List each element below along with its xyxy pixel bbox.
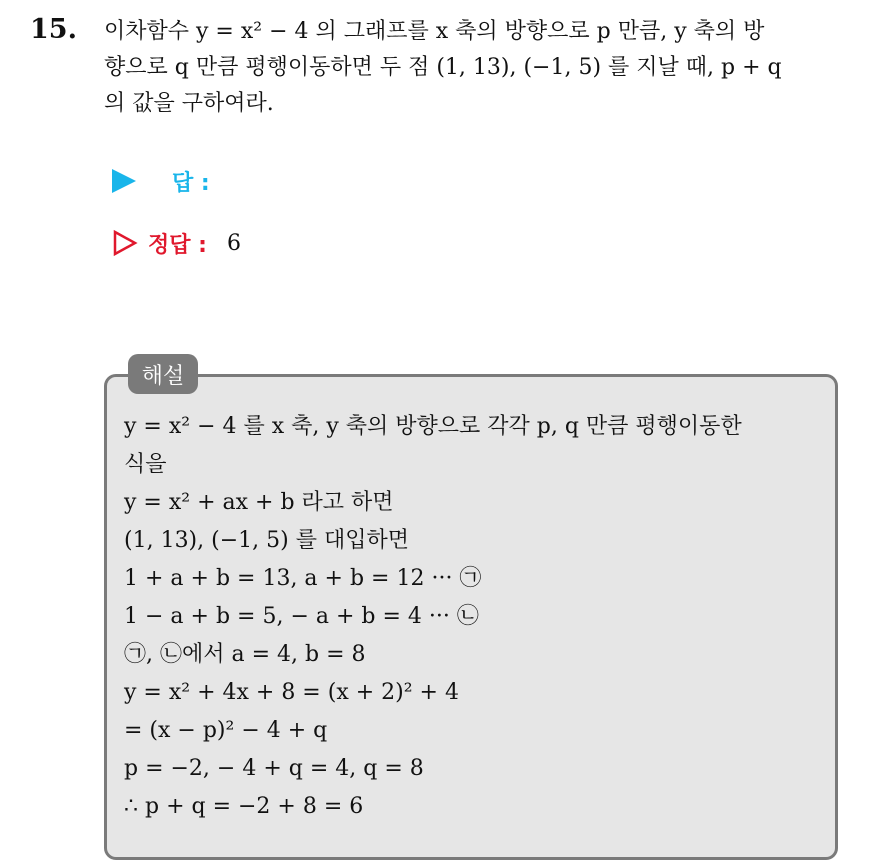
solution-line: 1 − a + b = 5, − a + b = 4 ··· ㉡ [124,604,479,629]
answer-row [112,164,210,198]
question-line: 의 값을 구하여라. [104,91,274,116]
question-line: 향으로 q 만큼 평행이동하면 두 점 (1, 13), (−1, 5) 를 지날 때, p + q [104,55,782,80]
solution-tag: 해설 [128,354,198,394]
correct-answer-row [112,226,241,260]
solution-line: ㉠, ㉡에서 a = 4, b = 8 [124,642,366,667]
solution-line: 식을 [124,452,167,477]
solution-line: ∴ p + q = −2 + 8 = 6 [124,794,364,819]
solution-line: (1, 13), (−1, 5) 를 대입하면 [124,528,409,553]
answer-label: 답 : [172,170,210,196]
solution-line: = (x − p)² − 4 + q [124,718,328,743]
question-line: 이차함수 y = x² − 4 의 그래프를 x 축의 방향으로 p 만큼, y 축의 방 [104,19,765,44]
solution-line: y = x² + ax + b 라고 하면 [124,490,394,515]
question-number: 15. [30,14,77,45]
solution-line: 1 + a + b = 13, a + b = 12 ··· ㉠ [124,566,482,591]
solution-line: p = −2, − 4 + q = 4, q = 8 [124,756,424,781]
outline-triangle-icon [112,229,138,257]
solution-line: y = x² − 4 를 x 축, y 축의 방향으로 각각 p, q 만큼 평행이동한 [124,414,742,439]
correct-answer-value: 6 [226,230,241,256]
question-text [104,14,864,122]
solution-text [124,408,834,826]
correct-answer-label: 정답 : [148,232,207,258]
solution-line: y = x² + 4x + 8 = (x + 2)² + 4 [124,680,459,705]
play-triangle-icon [112,169,136,193]
